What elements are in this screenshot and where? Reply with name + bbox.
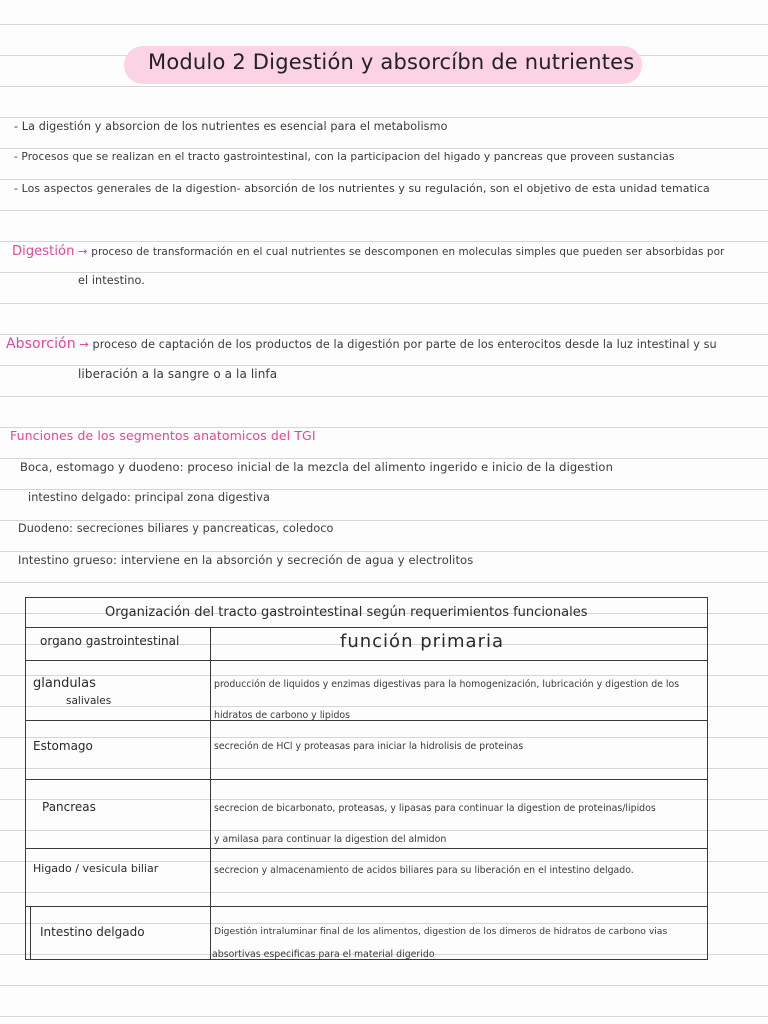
table-inner-border [30,906,31,960]
table-row-organ: Higado / vesicula biliar [33,862,159,875]
table-row-function-cont: hidratos de carbono y lipidos [214,710,351,721]
arrow-icon: → [79,338,89,351]
table-row-function-cont: absortivas especificas para el material digerido [212,949,435,960]
segments-heading: Funciones de los segmentos anatomicos del TGI [10,428,316,443]
table-title: Organización del tracto gastrointestinal según requerimientos funcionales [105,605,588,620]
table-row-function: secreción de HCl y proteasas para iniciar la hidrolisis de proteinas [214,741,524,752]
intro-line-1: - La digestión y absorcion de los nutrientes es esencial para el metabolismo [14,120,448,133]
column-header-organ: organo gastrointestinal [40,634,180,648]
table-divider [25,627,708,628]
intro-line-3: - Los aspectos generales de la digestion- absorción de los nutrientes y su regulación, son el objetivo de esta unidad tematica [14,182,710,195]
table-row-function: secrecion de bicarbonato, proteasas, y lipasas para continuar la digestion de proteinas/lipidos [214,803,656,814]
table-row-function: producción de liquidos y enzimas digestivas para la homogenización, lubricación y digestion de los [214,679,680,690]
definition-digestion-text: proceso de transformación en el cual nutrientes se descomponen en moleculas simples que pueden ser absorbidas por [91,246,725,258]
page-title: Modulo 2 Digestión y absorcíbn de nutrientes [148,50,635,74]
table-row-organ-sub: salivales [66,695,112,707]
segment-item-2: intestino delgado: principal zona digestiva [28,491,270,504]
intro-line-2: - Procesos que se realizan en el tracto gastrointestinal, con la participacion del higado y pancreas que proveen sustancias [14,151,675,163]
table-divider [25,848,708,849]
table-row-organ: Pancreas [42,800,96,814]
segment-item-3: Duodeno: secreciones biliares y pancreaticas, coledoco [18,522,334,535]
term-absorcion: Absorción [6,336,76,352]
table-column-divider [210,627,211,960]
arrow-icon: → [78,245,88,258]
table-row-function-cont: y amilasa para continuar la digestion del almidon [214,834,447,845]
segment-item-1: Boca, estomago y duodeno: proceso inicial de la mezcla del alimento ingerido e inicio de la digestion [20,460,613,474]
table-divider [25,660,708,661]
table-row-organ: glandulas [33,676,96,691]
table-divider [25,720,708,721]
definition-absorcion-line-2: liberación a la sangre o a la linfa [78,367,278,381]
table-divider [25,906,708,907]
table-row-organ: Estomago [33,739,93,753]
definition-digestion-line-2: el intestino. [78,274,145,287]
definition-digestion [12,244,724,259]
table-row-function: Digestión intraluminar final de los alimentos, digestion de los dimeros de hidratos de carbono vias [214,926,668,937]
table-row-function: secrecion y almacenamiento de acidos biliares para su liberación en el intestino delgado. [214,865,634,876]
term-digestion: Digestión [12,244,75,259]
definition-absorcion [6,336,717,352]
segment-item-4: Intestino grueso: interviene en la absorción y secreción de agua y electrolitos [18,553,474,567]
table-row-organ: Intestino delgado [40,925,145,939]
definition-absorcion-text: proceso de captación de los productos de la digestión por parte de los enterocitos desde la luz intestinal y su [92,338,717,351]
column-header-function: función primaria [340,631,505,652]
table-divider [25,779,708,780]
